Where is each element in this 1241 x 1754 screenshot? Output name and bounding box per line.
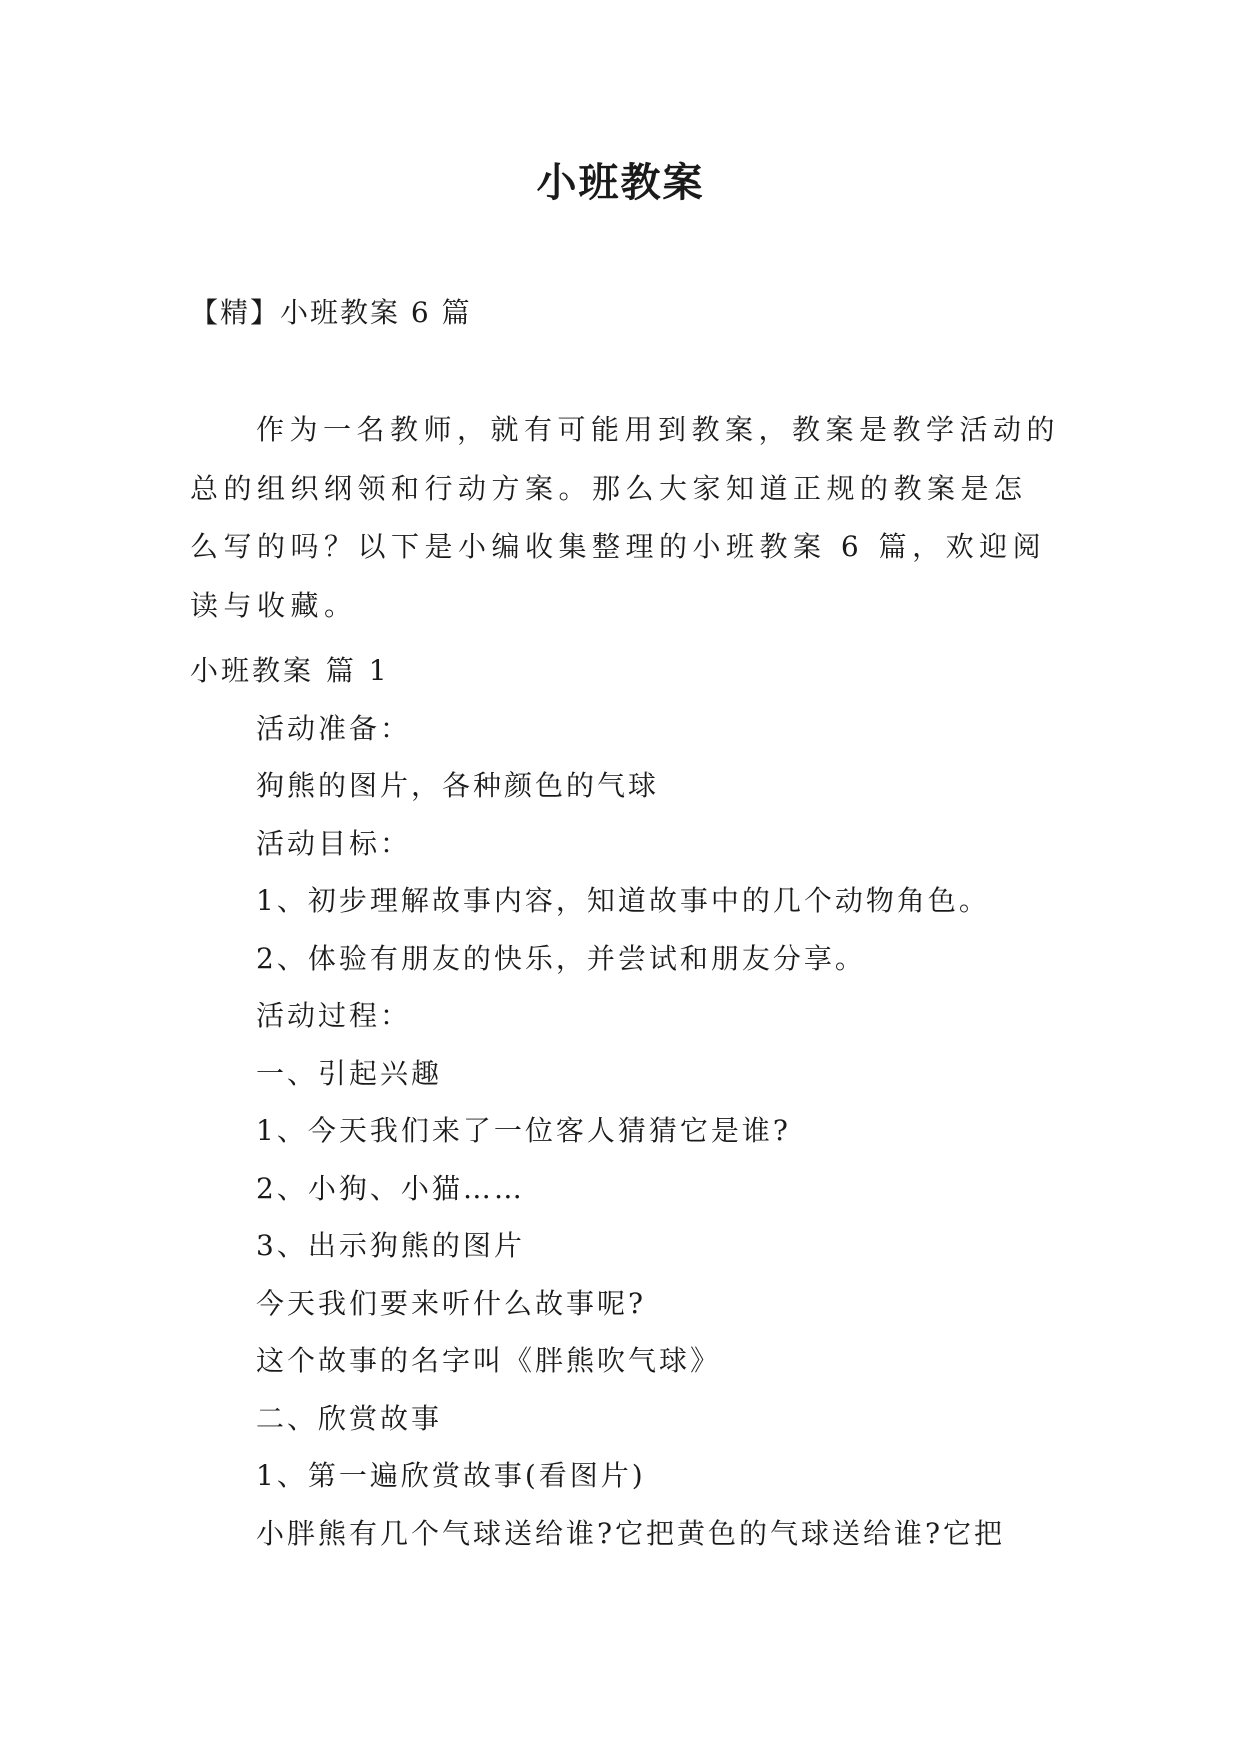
body-line: 这个故事的名字叫《胖熊吹气球》: [256, 1344, 722, 1377]
body-line: 小胖熊有几个气球送给谁?它把黄色的气球送给谁?它把: [256, 1516, 1006, 1550]
body-line: 2、小狗、小猫……: [256, 1171, 525, 1205]
body-line: 活动准备：: [256, 711, 412, 745]
body-line: 1、初步理解故事内容，知道故事中的几个动物角色。: [256, 884, 990, 917]
intro-paragraph: 作为一名教师，就有可能用到教案，教案是教学活动的总的组织纲领和行动方案。那么大家知道正规的教案是怎么写的吗？以下是小编收集整理的小班教案 6 篇，欢迎阅读与收藏。: [190, 413, 1061, 622]
body-line: 1、第一遍欣赏故事(看图片): [256, 1459, 646, 1492]
document-title: 小班教案: [536, 160, 705, 206]
body-line: 3、出示狗熊的图片: [256, 1229, 525, 1262]
body-line: 二、欣赏故事: [256, 1401, 443, 1435]
body-line: 1、今天我们来了一位客人猜猜它是谁?: [256, 1114, 791, 1147]
section-heading: 小班教案 篇 1: [190, 654, 390, 687]
body-line: 一、引起兴趣: [256, 1056, 443, 1090]
body-line: 活动过程：: [256, 999, 412, 1032]
body-line: 狗熊的图片，各种颜色的气球: [256, 769, 660, 802]
document-subtitle: 【精】小班教案 6 篇: [190, 296, 472, 329]
lesson-body: [190, 642, 1070, 1562]
body-line: 活动目标：: [256, 826, 412, 860]
body-line: 2、体验有朋友的快乐，并尝试和朋友分享。: [256, 941, 866, 975]
body-line: 今天我们要来听什么故事呢?: [256, 1286, 647, 1320]
